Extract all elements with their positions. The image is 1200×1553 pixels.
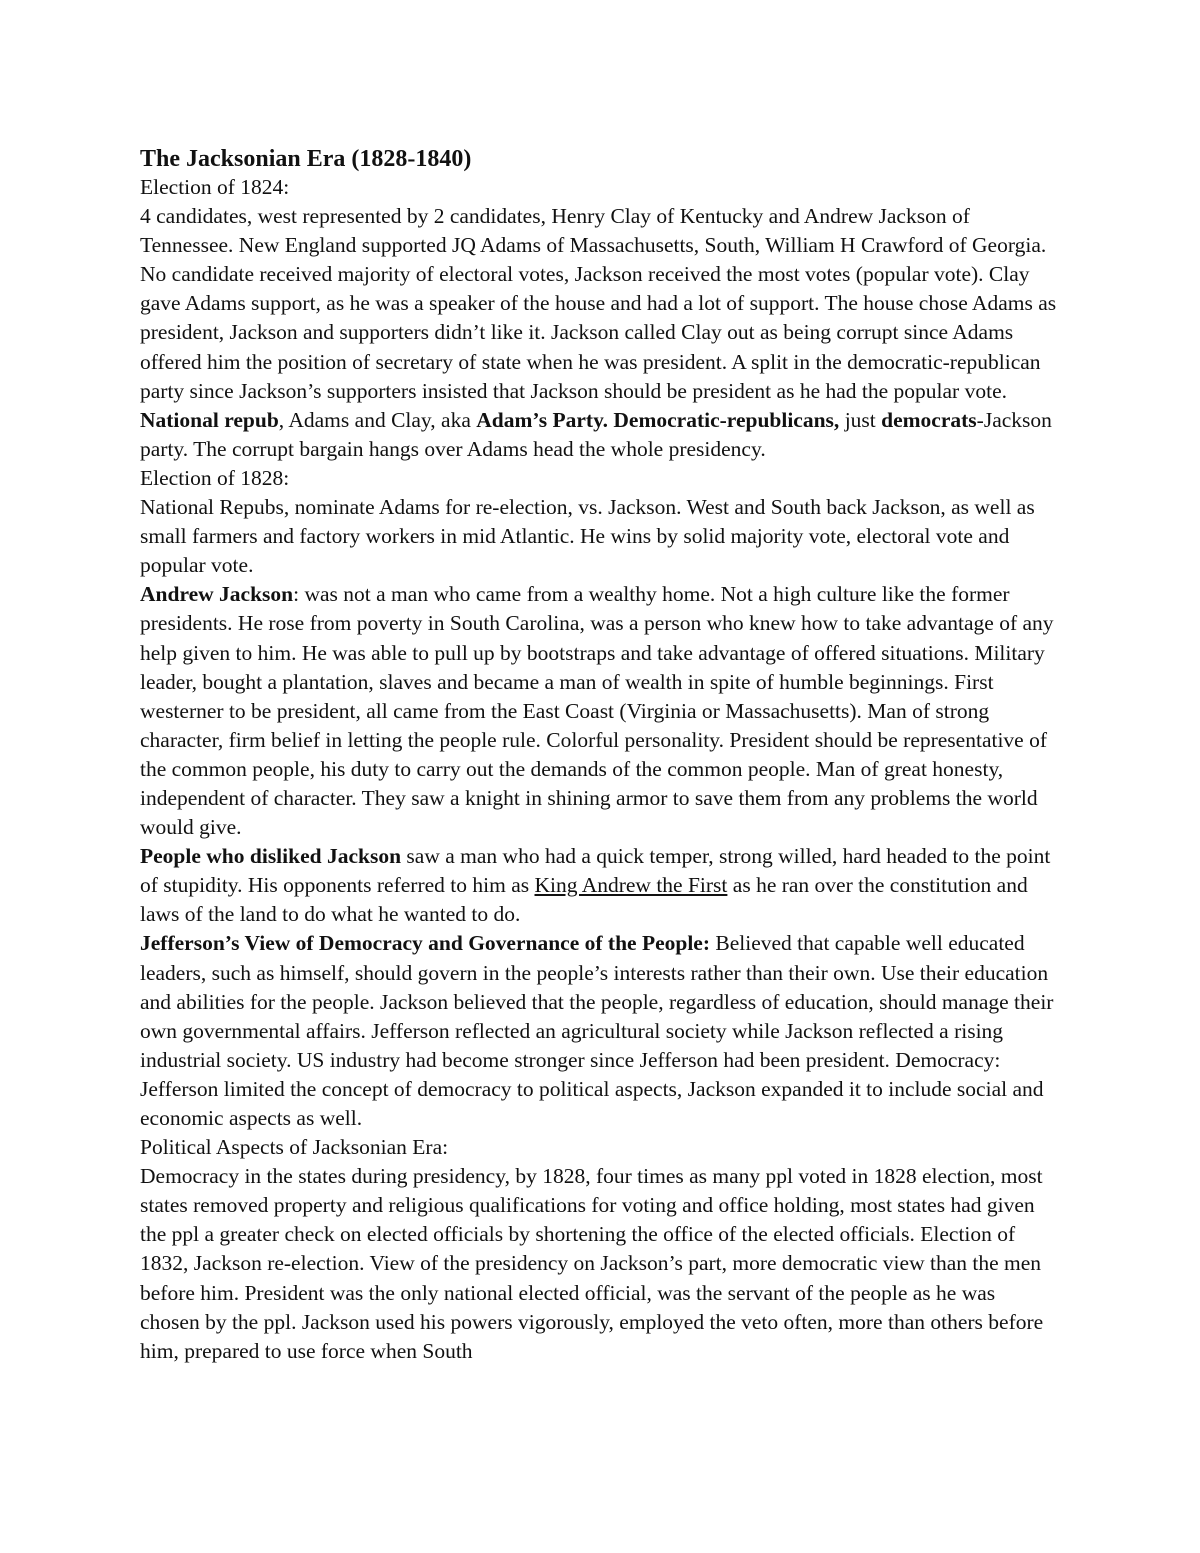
disliked-jackson-body-start: saw a man who had a quick temper, strong willed, hard headed to the point of stupidity. His opponents referred to him as — [140, 844, 1051, 898]
term-jefferson-view: Jefferson’s View of Democracy and Governance of the People: — [140, 931, 711, 956]
document-page — [140, 143, 1060, 1366]
election-1824-paragraph — [140, 202, 1060, 464]
andrew-jackson-body: : was not a man who came from a wealthy home. Not a high culture like the former presidents. He rose from poverty in South Carolina, was a person who knew how to take advantage of any help given to him. He was able to pull up by bootstraps and take advantage of offered situations. Military leader, bought a plantation, slaves and became a man of wealth in spite of humble beginnings. First westerner to be president, all came from the East Coast (Virginia or Massachusetts). Man of strong character, firm belief in letting the people rule. Colorful personality. President should be representative of the common people, his duty to carry out the demands of the common people. Man of great honesty, independent of character. They saw a knight in shining armor to save them from any problems the world would give. — [140, 582, 1054, 840]
election-1824-text-mid: , Adams and Clay, aka — [278, 407, 477, 432]
jefferson-view-body: Believed that capable well educated leaders, such as himself, should govern in the people’s interests rather than their own. Use their education and abilities for the people. Jackson believed that the people, regardless of education, should manage their own governmental affairs. Jefferson reflected an agricultural society while Jackson reflected a rising industrial society. US industry had become stronger since Jefferson had been president. Democracy: Jefferson limited the concept of democracy to political aspects, Jackson expanded it to include social and economic aspects as well. — [140, 931, 1054, 1130]
political-aspects-heading: Political Aspects of Jacksonian Era: — [140, 1135, 449, 1160]
term-democratic-republicans: Democratic-republicans, — [613, 407, 840, 432]
jefferson-view-paragraph — [140, 929, 1060, 1133]
term-democrats: democrats — [881, 407, 977, 432]
king-andrew-underlined: King Andrew the First — [534, 873, 728, 898]
disliked-jackson-body-end: as he ran over the constitution and laws of the land to do what he wanted to do. — [140, 873, 1028, 927]
andrew-jackson-paragraph — [140, 580, 1060, 842]
document-title: The Jacksonian Era (1828-1840) — [140, 146, 472, 172]
term-national-repub: National repub — [140, 407, 279, 432]
election-1824-body-end: -Jackson party. The corrupt bargain hangs over Adams head the whole presidency. — [140, 407, 1052, 461]
election-1824-text-just: just — [839, 407, 882, 432]
election-1824-body-start: 4 candidates, west represented by 2 candidates, Henry Clay of Kentucky and Andrew Jackson of Tennessee. New England supported JQ Adams of Massachusetts, South, William H Crawford of Georgia. No candidate received majority of electoral votes, Jackson received the most votes (popular vote). Clay gave Adams support, as he was a speaker of the house and had a lot of support. The house chose Adams as president, Jackson and supporters didn’t like it. Jackson called Clay out as being corrupt since Adams offered him the position of secretary of state when he was president. A split in the democratic-republican party since Jackson’s supporters insisted that Jackson should be president as he had the popular vote. — [140, 204, 1057, 403]
term-andrew-jackson: Andrew Jackson — [140, 582, 294, 607]
term-people-who-disliked-jackson: People who disliked Jackson — [140, 844, 402, 869]
political-aspects-paragraph: Democracy in the states during presidency, by 1828, four times as many ppl voted in 1828 election, most states removed property and religious qualifications for voting and office holding, most states had given the ppl a greater check on elected officials by shortening the office of the elected officials. Election of 1832, Jackson re-election. View of the presidency on Jackson’s part, more democratic view than the men before him. President was the only national elected official, was the servant of the people as he was chosen by the ppl. Jackson used his powers vigorously, employed the veto often, more than others before him, prepared to use force when South — [140, 1164, 1044, 1363]
election-1824-heading: Election of 1824: — [140, 175, 290, 199]
disliked-jackson-paragraph — [140, 842, 1060, 929]
election-1828-heading: Election of 1828: — [140, 465, 290, 490]
term-adams-party: Adam’s Party. — [476, 407, 609, 432]
election-1828-paragraph: National Repubs, nominate Adams for re-election, vs. Jackson. West and South back Jackson, as well as small farmers and factory workers in mid Atlantic. He wins by solid majority vote, electoral vote and popular vote. — [140, 495, 1035, 578]
